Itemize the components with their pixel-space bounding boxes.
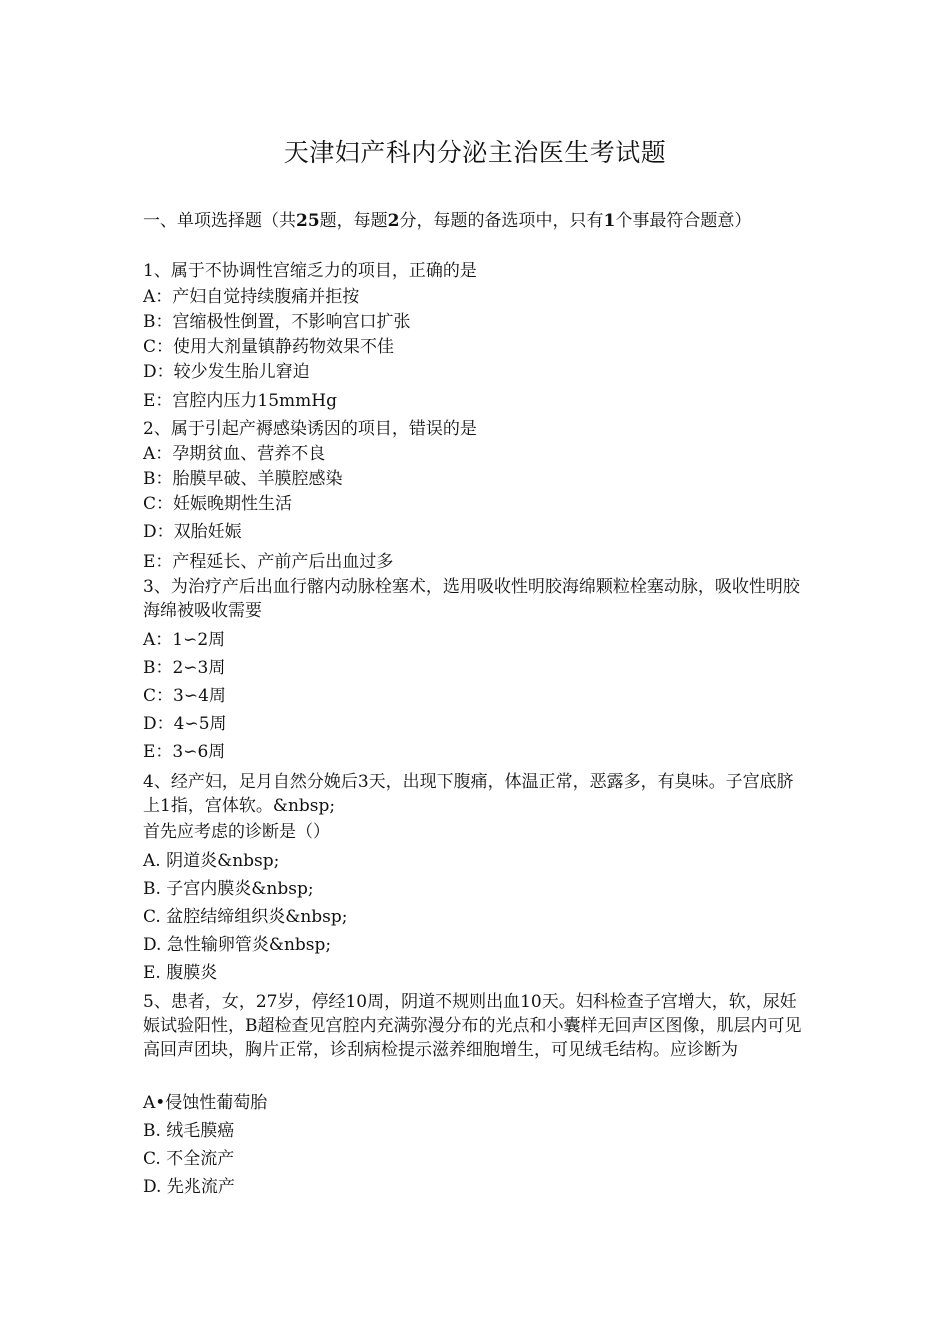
question-5-option-a: A•侵蚀性葡萄胎 — [143, 1093, 268, 1113]
question-4-stem-continued: 首先应考虑的诊断是（） — [143, 822, 330, 842]
question-4-option-b: B. 子宫内膜炎&nbsp; — [143, 879, 314, 899]
question-2-stem: 2、属于引起产褥感染诱因的项目，错误的是 — [143, 419, 477, 439]
question-1-option-a: A：产妇自觉持续腹痛并拒按 — [143, 287, 360, 307]
question-4-option-a: A. 阴道炎&nbsp; — [143, 851, 280, 871]
question-4-option-e: E. 腹膜炎 — [143, 963, 218, 983]
section-header: 一、单项选择题（共25题，每题2分，每题的备选项中，只有1个事最符合题意） — [143, 211, 752, 231]
question-1-option-e: E：宫腔内压力15mmHg — [143, 391, 337, 411]
question-4-option-c: C. 盆腔结缔组织炎&nbsp; — [143, 907, 348, 927]
question-3-option-c: C：3∽4周 — [143, 686, 226, 706]
question-1-option-c: C：使用大剂量镇静药物效果不佳 — [143, 337, 395, 357]
question-3-option-e: E：3∽6周 — [143, 742, 226, 762]
question-1-option-d: D：较少发生胎儿窘迫 — [143, 362, 310, 382]
question-2-option-e: E：产程延长、产前产后出血过多 — [143, 552, 394, 572]
question-3-stem: 3、为治疗产后出血行髂内动脉栓塞术，选用吸收性明胶海绵颗粒栓塞动脉，吸收性明胶海绵被吸收需要 — [143, 577, 800, 621]
question-1-stem: 1、属于不协调性宫缩乏力的项目，正确的是 — [143, 261, 477, 281]
question-5-option-c: C. 不全流产 — [143, 1149, 235, 1169]
question-5-option-d: D. 先兆流产 — [143, 1177, 235, 1197]
question-5-option-b: B. 绒毛膜癌 — [143, 1121, 235, 1141]
question-2-option-d: D：双胎妊娠 — [143, 522, 242, 542]
question-4-option-d: D. 急性输卵管炎&nbsp; — [143, 935, 332, 955]
question-2-option-a: A：孕期贫血、营养不良 — [143, 444, 326, 464]
question-2-option-b: B：胎膜早破、羊膜腔感染 — [143, 469, 343, 489]
page-title: 天津妇产科内分泌主治医生考试题 — [283, 138, 667, 167]
question-3-option-b: B：2∽3周 — [143, 658, 226, 678]
question-3-option-a: A：1∽2周 — [143, 630, 226, 650]
question-2-option-c: C：妊娠晚期性生活 — [143, 494, 293, 514]
question-5-stem: 5、患者，女，27岁，停经10周，阴道不规则出血10天。妇科检查子宫增大，软，尿妊娠试验阳性，B超检查见宫腔内充满弥漫分布的光点和小囊样无回声区图像，肌层内可见高回声团块，胸片正常，诊刮病检提示滋养细胞增生，可见绒毛结构。应诊断为 — [143, 992, 802, 1060]
question-3-option-d: D：4∽5周 — [143, 714, 227, 734]
question-4-stem: 4、经产妇，足月自然分娩后3天，出现下腹痛，体温正常，恶露多，有臭味。子宫底脐上1指，宫体软。&nbsp; — [143, 772, 794, 816]
question-1-option-b: B：宫缩极性倒置，不影响宫口扩张 — [143, 312, 411, 332]
